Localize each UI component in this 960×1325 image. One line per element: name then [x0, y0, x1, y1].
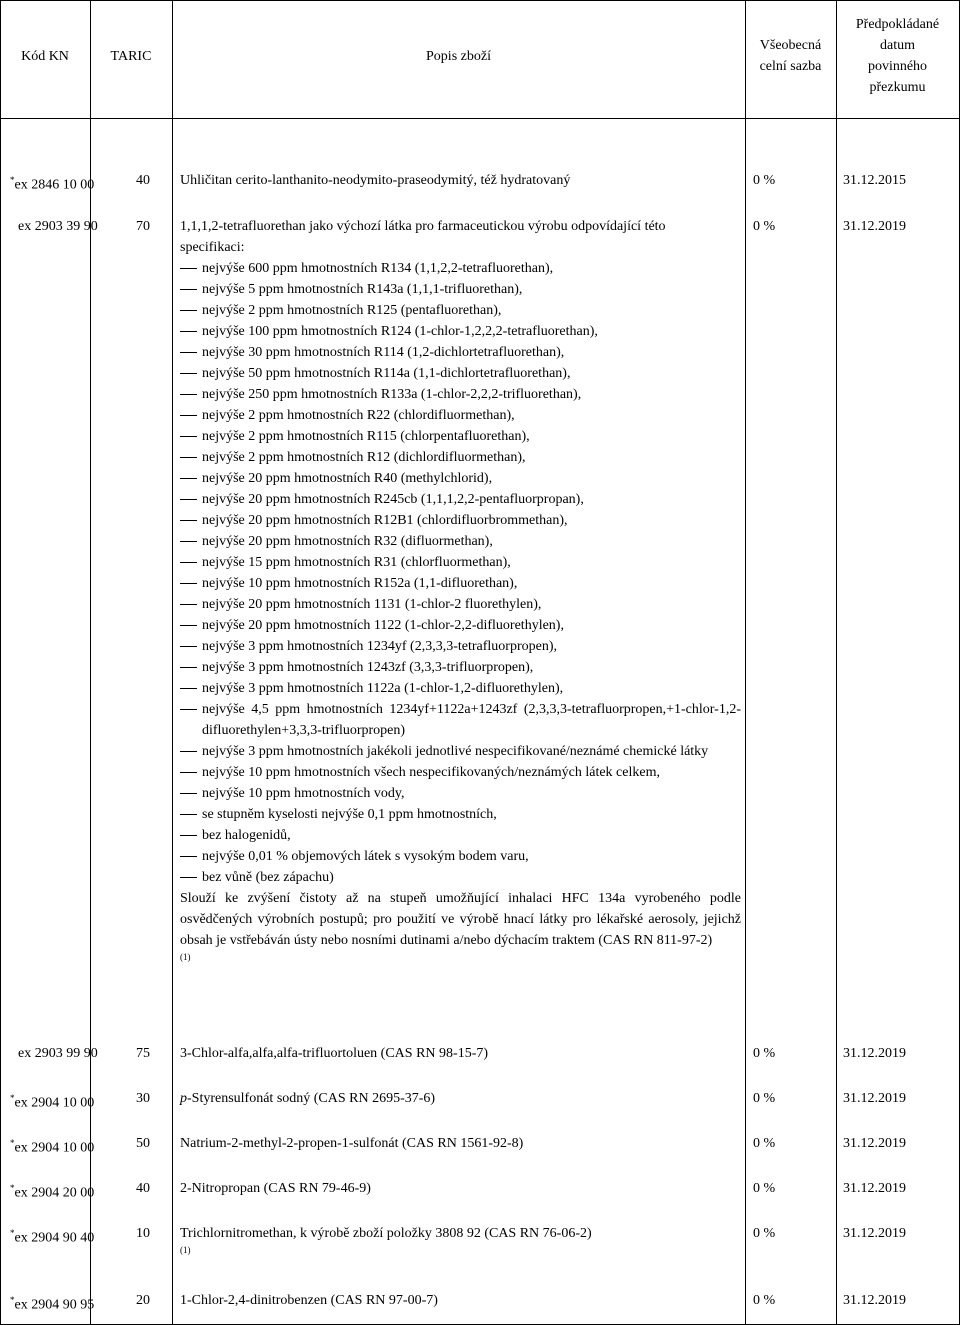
table-row-code — [10, 1133, 94, 1159]
spec-item: nejvýše 5 ppm hmotnostních R143a (1,1,1-trifluorethan), — [180, 279, 741, 300]
taric-code: 50 — [136, 1136, 150, 1151]
taric-code: 40 — [136, 1181, 150, 1196]
spec-item: nejvýše 3 ppm hmotnostních 1243zf (3,3,3-trifluorpropen), — [180, 657, 741, 678]
table-row-code — [10, 1223, 94, 1249]
spec-item: nejvýše 600 ppm hmotnostních R134 (1,1,2,2-tetrafluorethan), — [180, 258, 741, 279]
kn-code: ex 2904 10 00 — [14, 1095, 95, 1111]
duty-rate: 0 % — [753, 1226, 776, 1241]
duty-rate: 0 % — [753, 173, 776, 188]
spec-item-wrapped: nejvýše 3 ppm hmotnostních jakékoli jednotlivé nespecifikované/neznámé chemické látky — [180, 741, 741, 762]
header-datum-line1: Předpokládané — [855, 17, 940, 32]
duty-rate: 0 % — [753, 219, 776, 234]
spec-item: nejvýše 30 ppm hmotnostních R114 (1,2-dichlortetrafluorethan), — [180, 342, 741, 363]
spec-item: nejvýše 250 ppm hmotnostních R133a (1-chlor-2,2,2-trifluorethan), — [180, 384, 741, 405]
goods-description: 1-Chlor-2,4-dinitrobenzen (CAS RN 97-00-7) — [180, 1293, 438, 1308]
table-left-border — [0, 0, 1, 1325]
goods-description — [180, 1088, 435, 1109]
review-date: 31.12.2019 — [843, 1091, 906, 1106]
spec-item: nejvýše 20 ppm hmotnostních 1122 (1-chlor-2,2-difluorethylen), — [180, 615, 741, 636]
star-marker: * — [10, 1093, 15, 1103]
spec-item: nejvýše 20 ppm hmotnostních R40 (methylchlorid), — [180, 468, 741, 489]
header-popis: Popis zboží — [426, 49, 491, 64]
goods-description: 3-Chlor-alfa,alfa,alfa-trifluortoluen (CAS RN 98-15-7) — [180, 1046, 489, 1061]
review-date: 31.12.2015 — [843, 173, 906, 188]
spec-intro-line1: 1,1,1,2-tetrafluorethan jako výchozí látka pro farmaceutickou výrobu odpovídající této — [180, 219, 666, 234]
spec-item: nejvýše 50 ppm hmotnostních R114a (1,1-dichlortetrafluorethan), — [180, 363, 741, 384]
spec-item: nejvýše 100 ppm hmotnostních R124 (1-chlor-1,2,2,2-tetrafluorethan), — [180, 321, 741, 342]
review-date: 31.12.2019 — [843, 1136, 906, 1151]
goods-description: Natrium-2-methyl-2-propen-1-sulfonát (CAS RN 1561-92-8) — [180, 1136, 524, 1151]
taric-code: 70 — [136, 219, 150, 234]
review-date: 31.12.2019 — [843, 219, 906, 234]
spec-item: nejvýše 3 ppm hmotnostních 1122a (1-chlor-1,2-difluorethylen), — [180, 678, 741, 699]
star-marker: * — [10, 175, 15, 185]
spec-item: nejvýše 2 ppm hmotnostních R125 (pentafluorethan), — [180, 300, 741, 321]
spec-item: nejvýše 2 ppm hmotnostních R12 (dichlordifluormethan), — [180, 447, 741, 468]
kn-code: ex 2903 99 90 — [18, 1046, 98, 1061]
review-date: 31.12.2019 — [843, 1181, 906, 1196]
header-bottom-border — [0, 118, 960, 119]
header-datum-line2: datum — [880, 38, 915, 53]
duty-rate: 0 % — [753, 1091, 776, 1106]
spec-item: nejvýše 20 ppm hmotnostních R12B1 (chlordifluorbrommethan), — [180, 510, 741, 531]
star-marker: * — [10, 1228, 15, 1238]
col-divider-taric — [90, 0, 91, 1325]
description-text: -Styrensulfonát sodný (CAS RN 2695-37-6) — [187, 1091, 436, 1106]
col-divider-datum — [836, 0, 837, 1325]
spec-item: nejvýše 15 ppm hmotnostních R31 (chlorfluormethan), — [180, 552, 741, 573]
footnote-reference: (1) — [180, 1245, 191, 1255]
taric-code: 30 — [136, 1091, 150, 1106]
spec-intro-line2: specifikaci: — [180, 240, 245, 255]
taric-code: 75 — [136, 1046, 150, 1061]
spec-item: nejvýše 10 ppm hmotnostních vody, — [180, 783, 741, 804]
italic-prefix: p — [180, 1091, 187, 1106]
header-sazba-line1: Všeobecná — [759, 38, 822, 53]
header-kod-kn: Kód KN — [21, 49, 69, 64]
taric-code: 40 — [136, 173, 150, 188]
goods-description: Uhličitan cerito-lanthanito-neodymito-praseodymitý, též hydratovaný — [180, 173, 571, 188]
taric-code: 20 — [136, 1293, 150, 1308]
duty-rate: 0 % — [753, 1293, 776, 1308]
star-marker: * — [10, 1138, 15, 1148]
taric-code: 10 — [136, 1226, 150, 1241]
spec-item: nejvýše 10 ppm hmotnostních všech nespecifikovaných/neznámých látek celkem, — [180, 762, 741, 783]
spec-item: nejvýše 3 ppm hmotnostních 1234yf (2,3,3,3-tetrafluorpropen), — [180, 636, 741, 657]
spec-item: nejvýše 20 ppm hmotnostních 1131 (1-chlor-2 fluorethylen), — [180, 594, 741, 615]
review-date: 31.12.2019 — [843, 1226, 906, 1241]
kn-code: ex 2904 90 40 — [14, 1230, 95, 1246]
table-top-border — [0, 0, 960, 1]
goods-description: 2-Nitropropan (CAS RN 79-46-9) — [180, 1181, 371, 1196]
kn-code: ex 2904 10 00 — [14, 1140, 95, 1156]
kn-code: ex 2904 90 95 — [14, 1297, 95, 1313]
review-date: 31.12.2019 — [843, 1293, 906, 1308]
col-divider-sazba — [745, 0, 746, 1325]
duty-rate: 0 % — [753, 1181, 776, 1196]
header-sazba — [745, 35, 836, 77]
table-row-code — [10, 170, 94, 196]
header-datum-line4: přezkumu — [869, 80, 926, 95]
goods-description-specification — [180, 216, 741, 963]
spec-item: nejvýše 2 ppm hmotnostních R22 (chlordifluormethan), — [180, 405, 741, 426]
spec-closing-paragraph: Slouží ke zvýšení čistoty až na stupeň umožňující inhalaci HFC 134a vyrobeného podle osvědčených výrobních postupů; pro použití ve výrobě hnací látky pro lékařské aerosoly, jejichž obsah je vstřebáván ústy nebo nosními dutinami a/nebo dýchacím traktem (CAS RN 811-97-2) — [180, 891, 741, 948]
header-taric: TARIC — [110, 49, 152, 64]
star-marker: * — [10, 1183, 15, 1193]
kn-code: ex 2846 10 00 — [14, 177, 95, 193]
header-datum — [836, 14, 959, 98]
goods-description: Trichlornitromethan, k výrobě zboží položky 3808 92 (CAS RN 76-06-2) — [180, 1226, 592, 1241]
header-datum-line3: povinného — [867, 59, 928, 74]
header-sazba-line2: celní sazba — [759, 59, 822, 74]
kn-code: ex 2903 39 90 — [18, 219, 98, 234]
table-row-code — [10, 1178, 94, 1204]
spec-item: bez halogenidů, — [180, 825, 741, 846]
duty-rate: 0 % — [753, 1136, 776, 1151]
spec-item: bez vůně (bez zápachu) — [180, 867, 741, 888]
footnote-reference: (1) — [180, 952, 191, 962]
table-row-code — [10, 1290, 94, 1316]
spec-item: se stupněm kyselosti nejvýše 0,1 ppm hmotnostních, — [180, 804, 741, 825]
table-row-code — [10, 1088, 94, 1114]
spec-item: nejvýše 10 ppm hmotnostních R152a (1,1-difluorethan), — [180, 573, 741, 594]
spec-item: nejvýše 20 ppm hmotnostních R32 (difluormethan), — [180, 531, 741, 552]
kn-code: ex 2904 20 00 — [14, 1185, 95, 1201]
review-date: 31.12.2019 — [843, 1046, 906, 1061]
spec-item-wrapped: nejvýše 4,5 ppm hmotnostních 1234yf+1122a+1243zf (2,3,3,3-tetrafluorpropen,+1-chlor-1,2-difluorethylen+3,3,3-trifluorpropen) — [180, 699, 741, 741]
duty-rate: 0 % — [753, 1046, 776, 1061]
star-marker: * — [10, 1295, 15, 1305]
col-divider-popis — [172, 0, 173, 1325]
spec-item: nejvýše 20 ppm hmotnostních R245cb (1,1,1,2,2-pentafluorpropan), — [180, 489, 741, 510]
spec-item: nejvýše 2 ppm hmotnostních R115 (chlorpentafluorethan), — [180, 426, 741, 447]
spec-item: nejvýše 0,01 % objemových látek s vysokým bodem varu, — [180, 846, 741, 867]
